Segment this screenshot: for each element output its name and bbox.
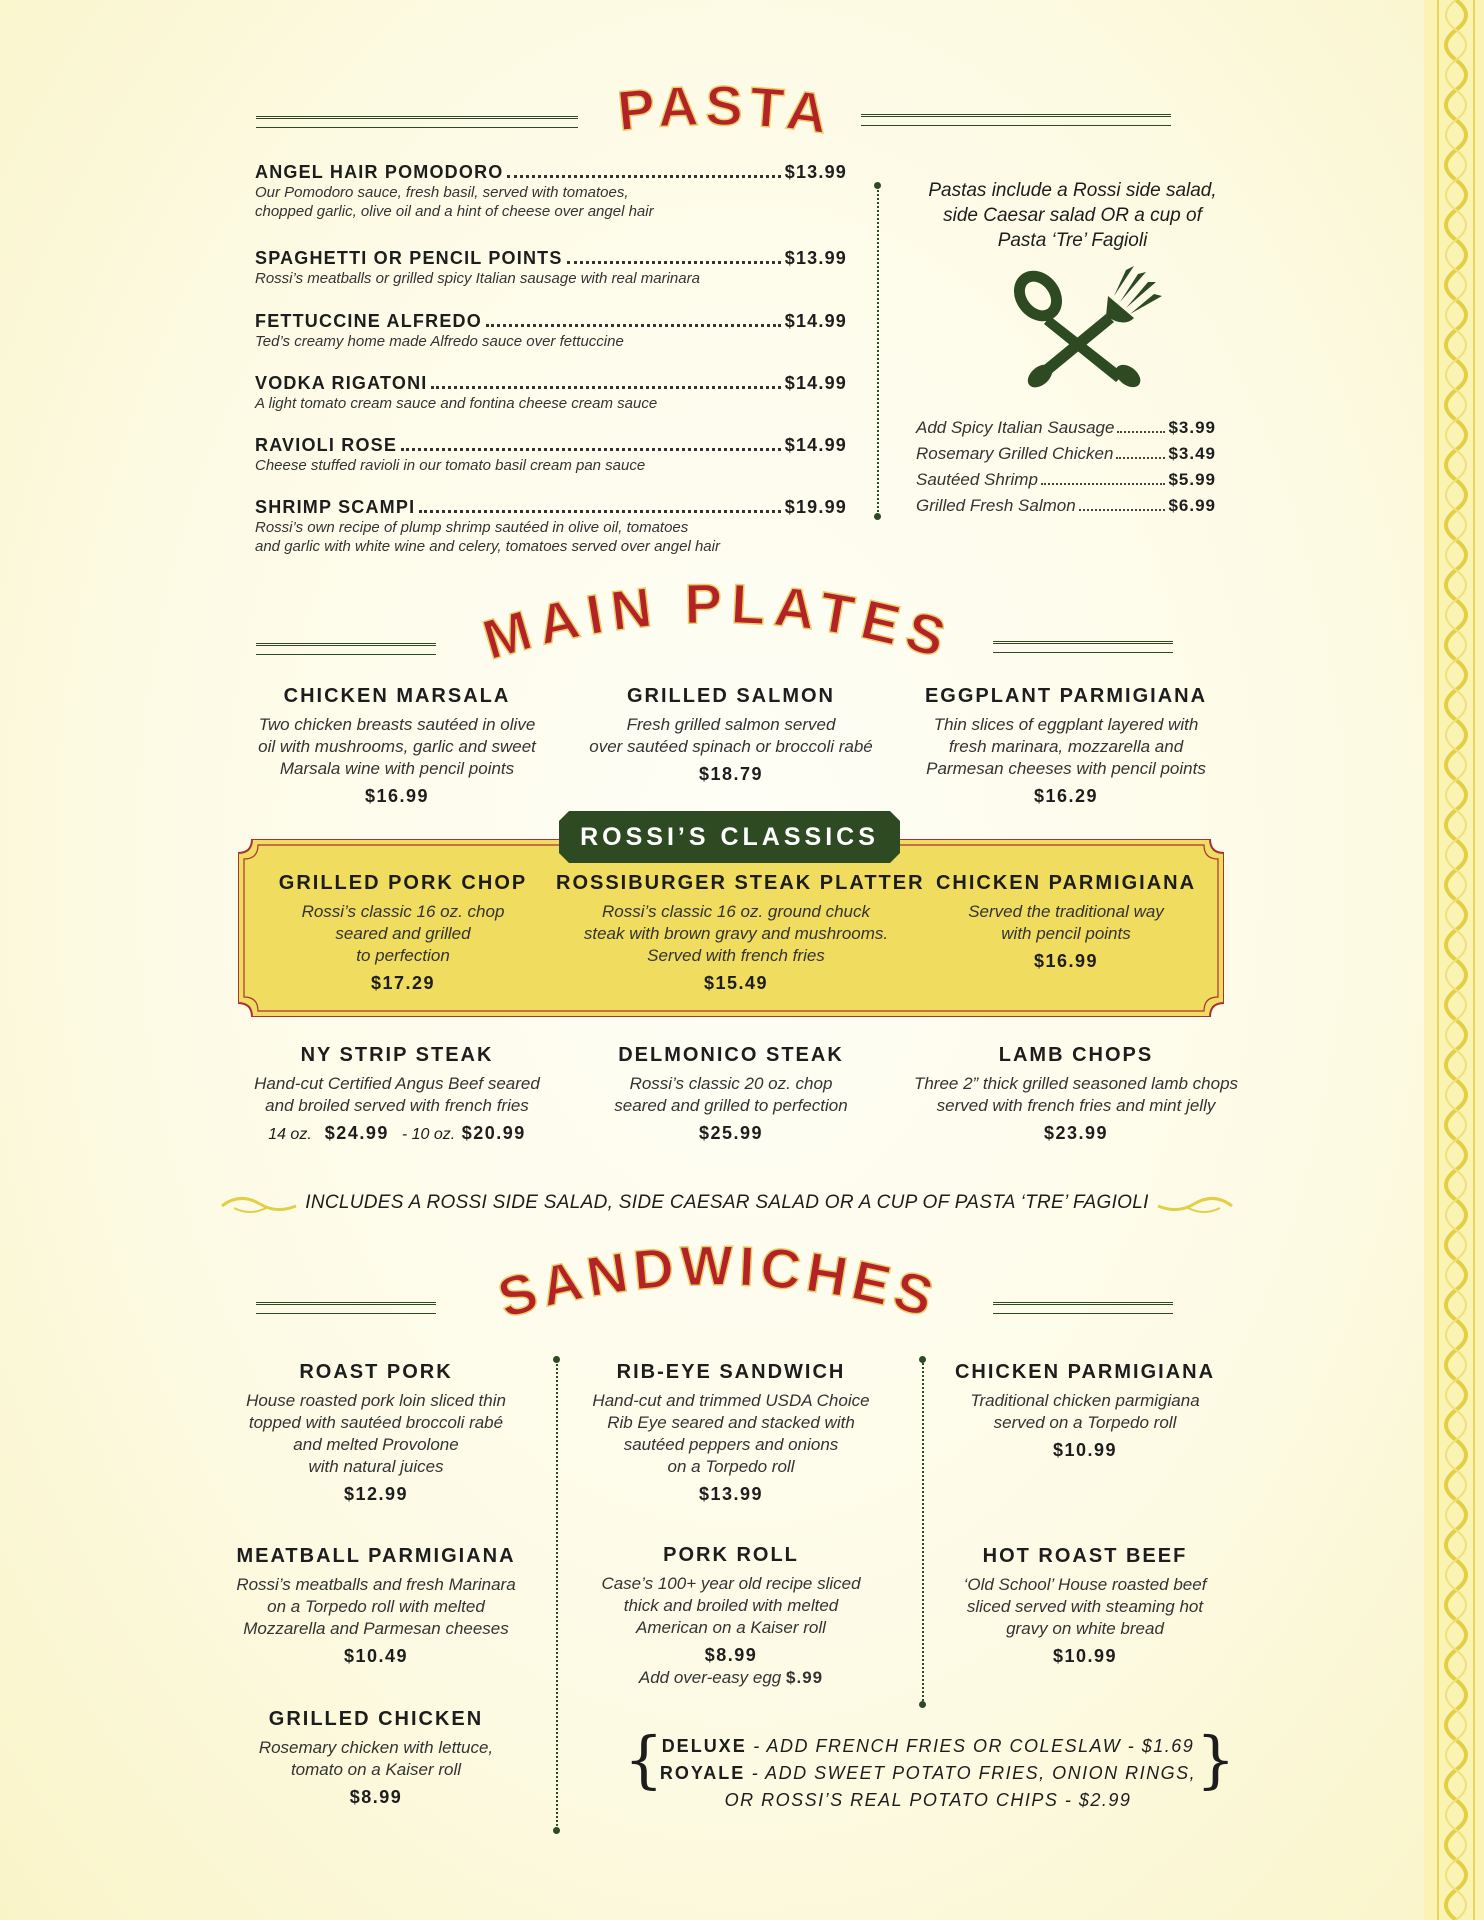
description-line: gravy on white bread — [1006, 1619, 1164, 1638]
menu-item-name: CHICKEN MARSALA — [283, 685, 511, 707]
menu-item-description — [571, 1573, 891, 1639]
menu-item — [242, 685, 552, 807]
pasta-item-line — [255, 162, 847, 183]
pasta-item-line — [255, 311, 847, 332]
menu-item-description — [566, 1073, 896, 1117]
description-line: and melted Provolone — [293, 1435, 459, 1454]
dot-leader — [431, 386, 780, 389]
description-line: Parmesan cheeses with pencil points — [926, 759, 1206, 778]
rossis-classics-label: ROSSI’S CLASSICS — [580, 822, 879, 851]
crossed-spoon-fork-icon — [1006, 266, 1168, 392]
menu-item-price: $23.99 — [1043, 1123, 1109, 1143]
description-line: Rib Eye seared and stacked with — [607, 1413, 855, 1432]
menu-item — [221, 1545, 531, 1667]
menu-item-price-row — [232, 1123, 562, 1144]
pasta-item-description: Rossi’s own recipe of plump shrimp sautéed in olive oil, tomatoes — [255, 519, 689, 536]
description-line: Fresh grilled salmon served — [626, 715, 836, 734]
dot-leader — [1117, 431, 1165, 433]
description-line: Rossi’s classic 16 oz. chop — [301, 902, 505, 921]
menu-item-price: $16.99 — [1033, 951, 1099, 971]
pasta-addon-price: $5.99 — [1168, 470, 1216, 489]
deluxe-label: DELUXE — [661, 1736, 747, 1756]
sandwich-title-rule-right — [993, 1302, 1173, 1314]
description-line: oil with mushrooms, garlic and sweet — [258, 737, 536, 756]
menu-item-price: $24.99 — [324, 1123, 389, 1143]
description-line: on a Torpedo roll — [667, 1457, 795, 1476]
dot-leader — [401, 448, 781, 451]
description-line: Marsala wine with pencil points — [279, 759, 515, 778]
main-title-rule-left — [256, 643, 436, 655]
menu-item-name: GRILLED SALMON — [627, 685, 835, 707]
sandwich-divider-left — [556, 1360, 558, 1830]
sandwiches-section-title — [452, 1230, 984, 1340]
description-line: Thin slices of eggplant layered with — [933, 715, 1199, 734]
menu-item — [571, 1361, 891, 1505]
menu-item-price: $18.79 — [698, 764, 764, 784]
menu-item-description — [221, 1390, 531, 1478]
pasta-addon-name: Rosemary Grilled Chicken — [916, 444, 1114, 463]
menu-item-description — [253, 901, 553, 967]
description-line: and broiled served with french fries — [265, 1096, 529, 1115]
menu-item — [576, 685, 886, 785]
dot-leader — [486, 324, 781, 327]
menu-item-name: GRILLED PORK CHOP — [278, 872, 528, 894]
menu-item-price: $15.49 — [703, 973, 769, 993]
description-line: served on a Torpedo roll — [993, 1413, 1177, 1432]
pasta-title-text: PASTA — [614, 73, 838, 146]
pasta-item-name: SHRIMP SCAMPI — [255, 497, 416, 517]
pasta-item-line — [255, 435, 847, 456]
menu-item — [556, 872, 925, 994]
menu-item-description — [242, 714, 552, 780]
description-line: Hand-cut and trimmed USDA Choice — [592, 1391, 870, 1410]
pasta-item-name: ANGEL HAIR POMODORO — [255, 162, 504, 182]
menu-item-name: CHICKEN PARMIGIANA — [954, 1361, 1216, 1383]
menu-item-name: EGGPLANT PARMIGIANA — [924, 685, 1208, 707]
description-line: House roasted pork loin sliced thin — [246, 1391, 506, 1410]
menu-item-price: $10.99 — [1052, 1646, 1118, 1666]
pasta-note-line: Pastas include a Rossi side salad, — [928, 180, 1217, 201]
menu-item — [221, 1708, 531, 1808]
pasta-item-name: FETTUCCINE ALFREDO — [255, 311, 482, 331]
description-line: Hand-cut Certified Angus Beef seared — [254, 1074, 540, 1093]
dot-leader — [507, 175, 780, 178]
pasta-title-rule-left — [256, 116, 578, 128]
pasta-note-line: side Caesar salad OR a cup of — [943, 205, 1202, 226]
svg-text:MAIN PLATES — [476, 572, 960, 672]
menu-item-price: $16.99 — [364, 786, 430, 806]
pasta-item — [255, 373, 847, 413]
dot-leader — [1041, 483, 1166, 485]
dot-leader — [419, 510, 780, 513]
menu-item-name: LAMB CHOPS — [998, 1044, 1154, 1066]
description-line: Served the traditional way — [968, 902, 1164, 921]
pasta-item-price: $19.99 — [784, 497, 847, 517]
right-brace-icon: } — [1196, 1723, 1236, 1796]
menu-item-name: NY STRIP STEAK — [300, 1044, 494, 1066]
menu-item-price: $10.49 — [343, 1646, 409, 1666]
sandwich-title-rule-left — [256, 1302, 436, 1314]
menu-item — [935, 1361, 1235, 1461]
menu-item-name: RIB-EYE SANDWICH — [616, 1361, 846, 1383]
dot-leader — [567, 261, 781, 264]
rossis-classics-badge — [559, 811, 900, 863]
pasta-item-description: Our Pomodoro sauce, fresh basil, served with tomatoes, — [255, 184, 629, 201]
pasta-item-description: Ted’s creamy home made Alfredo sauce over fettuccine — [255, 333, 624, 350]
sandwiches-title-text: SANDWICHES — [491, 1233, 945, 1330]
pasta-addon-row — [916, 470, 1216, 490]
pasta-title-rule-right — [861, 114, 1171, 126]
pasta-item-price: $14.99 — [784, 373, 847, 393]
menu-item-description — [935, 1574, 1235, 1640]
menu-item — [916, 872, 1216, 972]
menu-item-description — [232, 1073, 562, 1117]
description-line: Rossi’s classic 20 oz. chop — [629, 1074, 833, 1093]
description-line: to perfection — [356, 946, 450, 965]
sandwich-combo-options — [628, 1733, 1228, 1814]
size-label: - 10 oz. — [401, 1126, 456, 1143]
description-line: American on a Kaiser roll — [636, 1618, 826, 1637]
pasta-item-description: Rossi’s meatballs or grilled spicy Italian sausage with real marinara — [255, 270, 700, 287]
pasta-item-price: $13.99 — [784, 248, 847, 268]
pasta-item-price: $14.99 — [784, 311, 847, 331]
pasta-section-title — [590, 70, 860, 150]
royale-text: - ADD SWEET POTATO FRIES, ONION RINGS, — [751, 1763, 1197, 1783]
pasta-addon-name: Grilled Fresh Salmon — [916, 496, 1076, 515]
description-line: Served with french fries — [647, 946, 825, 965]
menu-item-name: ROAST PORK — [299, 1361, 453, 1383]
pasta-item-line — [255, 373, 847, 394]
menu-item-name: CHICKEN PARMIGIANA — [935, 872, 1197, 894]
description-line: with pencil points — [1001, 924, 1131, 943]
extra-price: $.99 — [786, 1668, 824, 1687]
main-plates-title-text: MAIN PLATES — [475, 571, 961, 672]
description-line: seared and grilled — [335, 924, 471, 943]
pasta-item — [255, 162, 847, 221]
description-line: tomato on a Kaiser roll — [290, 1760, 462, 1779]
pasta-addon-row — [916, 444, 1216, 464]
footnote-text: INCLUDES A ROSSI SIDE SALAD, SIDE CAESAR SALAD OR A CUP OF PASTA ‘TRE’ FAGIOLI — [305, 1192, 1149, 1213]
menu-item — [935, 1545, 1235, 1667]
menu-item-description — [556, 901, 916, 967]
size-label: 14 oz. — [268, 1126, 312, 1143]
menu-item-name: ROSSIBURGER STEAK PLATTER — [556, 872, 925, 894]
pasta-item-description: A light tomato cream sauce and fontina cheese cream sauce — [255, 395, 658, 412]
pasta-addon-row — [916, 418, 1216, 438]
description-line: Three 2” thick grilled seasoned lamb chops — [913, 1074, 1239, 1093]
menu-item — [911, 685, 1221, 807]
menu-item-price: $17.29 — [370, 973, 436, 993]
svg-text:PASTA — [615, 74, 837, 146]
menu-item-description — [571, 1390, 891, 1478]
menu-item-price: $16.29 — [1033, 786, 1099, 806]
description-line: fresh marinara, mozzarella and — [948, 737, 1184, 756]
menu-item-price: $20.99 — [461, 1123, 526, 1143]
description-line: ‘Old School’ House roasted beef — [963, 1575, 1207, 1594]
pasta-item-line — [255, 497, 847, 518]
menu-item-description — [886, 1073, 1266, 1117]
menu-item — [253, 872, 553, 994]
description-line: Rossi’s classic 16 oz. ground chuck — [601, 902, 871, 921]
menu-item-extra — [571, 1668, 891, 1688]
description-line: on a Torpedo roll with melted — [267, 1597, 485, 1616]
pasta-item-description: Cheese stuffed ravioli in our tomato basil cream pan sauce — [255, 457, 646, 474]
pasta-item-name: SPAGHETTI OR PENCIL POINTS — [255, 248, 563, 268]
pasta-item — [255, 497, 847, 556]
description-line: steak with brown gravy and mushrooms. — [583, 924, 889, 943]
menu-item-description — [911, 714, 1221, 780]
combo-line-3: OR ROSSI’S REAL POTATO CHIPS - $2.99 — [724, 1790, 1132, 1810]
pasta-item — [255, 311, 847, 351]
description-line: Rossi’s meatballs and fresh Marinara — [236, 1575, 516, 1594]
dot-leader — [1079, 509, 1166, 511]
menu-item-description — [935, 1390, 1235, 1434]
pasta-side-note — [905, 178, 1240, 253]
menu-item — [886, 1044, 1266, 1144]
description-line: Traditional chicken parmigiana — [970, 1391, 1200, 1410]
description-line: sautéed peppers and onions — [623, 1435, 839, 1454]
description-line: Mozzarella and Parmesan cheeses — [243, 1619, 509, 1638]
menu-item-price: $12.99 — [343, 1484, 409, 1504]
description-line: seared and grilled to perfection — [614, 1096, 848, 1115]
main-plates-section-title — [448, 568, 988, 678]
pasta-item-name: VODKA RIGATONI — [255, 373, 428, 393]
menu-item-name: DELMONICO STEAK — [618, 1044, 844, 1066]
menu-item-price: $13.99 — [698, 1484, 764, 1504]
pasta-addon-row — [916, 496, 1216, 516]
svg-text:SANDWICHES — [491, 1234, 945, 1330]
menu-item — [571, 1544, 891, 1688]
description-line: Case’s 100+ year old recipe sliced — [601, 1574, 861, 1593]
main-title-rule-right — [993, 641, 1173, 653]
pasta-item-description: and garlic with white wine and celery, tomatoes served over angel hair — [255, 538, 720, 555]
left-brace-icon: { — [624, 1723, 664, 1796]
sandwich-divider-right — [922, 1360, 924, 1704]
menu-item-description — [221, 1737, 531, 1781]
menu-item-price: $8.99 — [704, 1645, 758, 1665]
pasta-divider — [877, 186, 879, 516]
pasta-addon-name: Sautéed Shrimp — [916, 470, 1038, 489]
menu-item — [221, 1361, 531, 1505]
pasta-item — [255, 435, 847, 475]
pasta-item-line — [255, 248, 847, 269]
menu-item-name: MEATBALL PARMIGIANA — [236, 1545, 516, 1567]
pasta-addon-name: Add Spicy Italian Sausage — [916, 418, 1115, 437]
menu-item-price: $25.99 — [698, 1123, 764, 1143]
dot-leader — [1116, 457, 1165, 459]
menu-item-name: PORK ROLL — [663, 1544, 799, 1566]
menu-item-description — [576, 714, 886, 758]
menu-item-price: $8.99 — [349, 1787, 403, 1807]
description-line: served with french fries and mint jelly — [936, 1096, 1216, 1115]
description-line: with natural juices — [308, 1457, 444, 1476]
decorative-vine-border — [1424, 0, 1484, 1920]
pasta-item-price: $13.99 — [784, 162, 847, 182]
pasta-item-name: RAVIOLI ROSE — [255, 435, 398, 455]
description-line: Two chicken breasts sautéed in olive — [258, 715, 536, 734]
menu-item-name: HOT ROAST BEEF — [982, 1545, 1188, 1567]
menu-item-description — [916, 901, 1216, 945]
pasta-item-price: $14.99 — [784, 435, 847, 455]
menu-item-price: $10.99 — [1052, 1440, 1118, 1460]
royale-label: ROYALE — [659, 1763, 746, 1783]
pasta-addon-price: $6.99 — [1168, 496, 1216, 515]
description-line: over sautéed spinach or broccoli rabé — [589, 737, 873, 756]
main-plates-footnote — [220, 1190, 1234, 1220]
description-line: Rosemary chicken with lettuce, — [258, 1738, 494, 1757]
description-line: thick and broiled with melted — [623, 1596, 839, 1615]
deluxe-text: - ADD FRENCH FRIES OR COLESLAW - $1.69 — [753, 1736, 1195, 1756]
menu-item-name: GRILLED CHICKEN — [268, 1708, 484, 1730]
pasta-addon-price: $3.99 — [1168, 418, 1216, 437]
description-line: topped with sautéed broccoli rabé — [248, 1413, 504, 1432]
pasta-addon-price: $3.49 — [1168, 444, 1216, 463]
extra-label: Add over-easy egg — [638, 1668, 782, 1687]
pasta-item-description: chopped garlic, olive oil and a hint of cheese over angel hair — [255, 203, 654, 220]
description-line: sliced served with steaming hot — [966, 1597, 1204, 1616]
menu-item — [232, 1044, 562, 1144]
pasta-item — [255, 248, 847, 288]
menu-item — [566, 1044, 896, 1144]
menu-item-description — [221, 1574, 531, 1640]
pasta-note-line: Pasta ‘Tre’ Fagioli — [997, 230, 1148, 251]
